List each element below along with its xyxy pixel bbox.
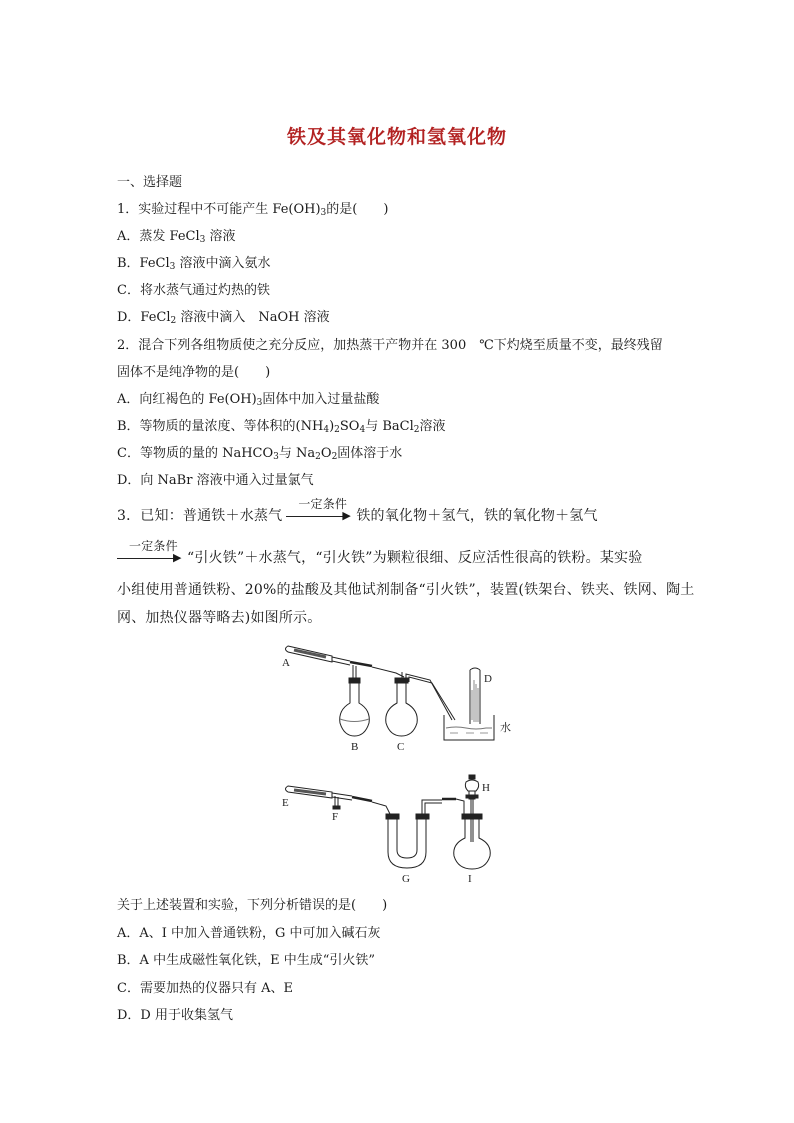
q3-option-b[interactable]: B．A 中生成磁性氧化铁，E 中生成“引火铁” (117, 953, 375, 968)
q1-option-c[interactable]: C．将水蒸气通过灼热的铁 (117, 283, 270, 298)
test-tube-d (470, 668, 480, 724)
reaction-arrow-2: 一定条件 ▶ (117, 551, 183, 565)
q2-option-c[interactable]: C．等物质的量的 NaHCO$_3$与 $Na_2O_2$固体溶于水 (117, 446, 403, 462)
funnel-h (465, 775, 478, 842)
label-f: F (332, 811, 339, 823)
q2-option-a[interactable]: A．向红褐色的 $Fe(OH)_3$固体中加入过量盐酸 (117, 392, 380, 408)
u-tube-g (386, 799, 456, 868)
flask-i (454, 799, 491, 869)
flask-c (386, 672, 455, 736)
q1-option-d[interactable]: D．FeCl$_2$ 溶液中滴入 NaOH 溶液 (117, 310, 330, 326)
label-b: B (351, 741, 359, 753)
label-h: H (482, 782, 490, 794)
q3-stem-line2: 一定条件 ▶ “引火铁”＋水蒸气，“引火铁”为颗粒很细、反应活性很高的铁粉。某实验 (117, 550, 642, 567)
reaction-tube-a (286, 646, 405, 677)
q2-option-b[interactable]: B．等物质的量浓度、等体积的$(NH_4)_2SO_4$与 BaCl$_2$溶液 (117, 419, 446, 435)
q3-option-c[interactable]: C．需要加热的仪器只有 A、E (117, 981, 293, 996)
q1-option-a[interactable]: A．蒸发 FeCl$_3$ 溶液 (117, 229, 236, 245)
label-i: I (468, 873, 472, 885)
q3-stem-line4: 网、加热仪器等略去)如图所示。 (117, 610, 322, 626)
label-g: G (402, 873, 410, 885)
q1-stem: 1．实验过程中不可能产生 $Fe(OH)_3$的是( ) (117, 202, 389, 218)
page-title: 铁及其氧化物和氢氧化物 (286, 126, 507, 148)
q3-question: 关于上述装置和实验，下列分析错误的是( ) (117, 898, 388, 913)
q3-option-d[interactable]: D．D 用于收集氢气 (117, 1008, 233, 1023)
q1-option-b[interactable]: B．FeCl$_3$ 溶液中滴入氨水 (117, 256, 271, 272)
reaction-arrow-1: 一定条件 ▶ (286, 509, 352, 523)
q3-option-a[interactable]: A．A、I 中加入普通铁粉，G 中可加入碱石灰 (117, 926, 381, 941)
q2-stem-line2: 固体不是纯净物的是( ) (117, 365, 271, 380)
apparatus-diagram-2 (280, 770, 520, 888)
flask-b (340, 678, 370, 736)
q3-stem-line1: 3．已知：普通铁＋水蒸气 一定条件 ▶ 铁的氧化物＋氢气，铁的氧化物＋氢气 (117, 497, 598, 524)
q2-option-d[interactable]: D．向 NaBr 溶液中通入过量氯气 (117, 473, 314, 488)
label-a: A (282, 657, 290, 669)
label-c: C (397, 741, 405, 753)
q3-stem-line3: 小组使用普通铁粉、20%的盐酸及其他试剂制备“引火铁”，装置(铁架台、铁夹、铁网、陶土 (117, 582, 695, 598)
label-d: D (484, 673, 492, 685)
label-e: E (282, 797, 289, 809)
apparatus-diagram-1 (280, 640, 520, 755)
q2-stem-line1: 2．混合下列各组物质使之充分反应，加热蒸干产物并在 300 ℃下灼烧至质量不变，最终残留 (117, 338, 663, 353)
label-water: 水 (500, 722, 511, 734)
section-heading: 一、选择题 (117, 175, 183, 190)
